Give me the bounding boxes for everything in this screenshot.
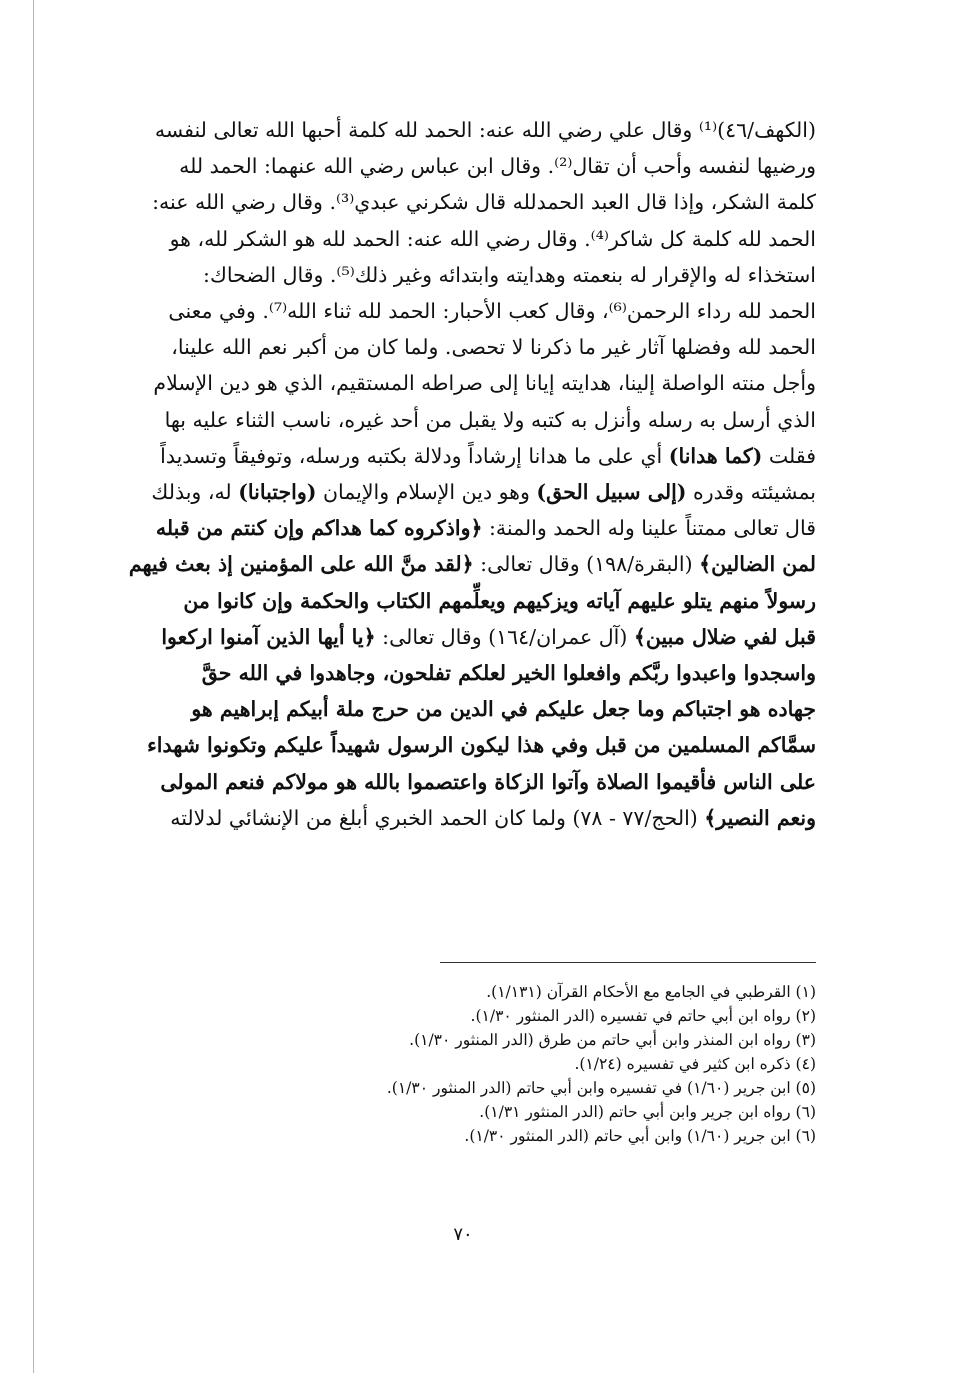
text-segment: (آل عمران/١٦٤) وقال تعالى: — [375, 624, 634, 649]
text-segment: وأجل منته الواصلة إلينا، هدايته إيانا إلى صراطه المستقيم، الذي هو دين الإسلام — [153, 371, 816, 396]
text-segment: الحمد لله رداء الرحمن⁽⁶⁾، وقال كعب الأحبار: الحمد لله ثناء الله⁽⁷⁾. وفي معنى — [168, 299, 816, 324]
footnote: (٦) رواه ابن جرير وابن أبي حاتم (الدر المنثور ١/٣١). — [479, 1103, 816, 1121]
quoted-text: سمَّاكم المسلمين من قبل وفي هذا ليكون الرسول شهيداً عليكم وتكونوا شهداء — [147, 733, 816, 758]
quoted-text: (واجتبانا) — [238, 480, 317, 505]
quoted-text: واسجدوا واعبدوا ربَّكم وافعلوا الخير لعلكم تفلحون، وجاهدوا في الله حقَّ — [201, 661, 816, 686]
footnote: (٦) ابن جرير (١/٦٠) وابن أبي حاتم (الدر المنثور ١/٣٠). — [464, 1127, 816, 1145]
text-segment: الذي أرسل به رسله وأنزل به كتبه ولا يقبل من أحد غيره، ناسب الثناء عليه بها — [164, 407, 816, 432]
text-line — [110, 438, 816, 474]
footnote-separator — [440, 962, 816, 963]
footnote: (٥) ابن جرير (١/٦٠) في تفسيره وابن أبي حاتم (الدر المنثور ١/٣٠). — [386, 1079, 816, 1097]
footnote: (٣) رواه ابن المنذر وابن أبي حاتم من طرق (الدر المنثور ١/٣٠). — [409, 1031, 816, 1049]
text-line — [110, 727, 816, 763]
text-segment: (البقرة/١٩٨) وقال تعالى: — [473, 552, 700, 577]
text-segment: ورضيها لنفسه وأحب أن تقال⁽²⁾. وقال ابن عباس رضي الله عنهما: الحمد لله — [179, 154, 816, 179]
text-line — [110, 474, 816, 510]
text-segment: أي على ما هدانا إرشاداً ودلالة بكتبه ورسله، وتوفيقاً وتسديداً — [160, 443, 669, 468]
text-line — [110, 293, 816, 329]
footnote: (٤) ذكره ابن كثير في تفسيره (١/٢٤). — [574, 1055, 816, 1073]
quoted-text: ﴿لقد منَّ الله على المؤمنين إذ بعث فيهم — [128, 552, 474, 577]
quoted-text: (كما هدانا) — [668, 443, 763, 468]
quoted-text: ﴿واذكروه كما هداكم وإن كنتم من قبله — [155, 516, 483, 541]
quoted-text: (إلى سبيل الحق) — [536, 480, 687, 505]
footnote: (٢) رواه ابن أبي حاتم في تفسيره (الدر المنثور ١/٣٠). — [470, 1007, 816, 1025]
text-segment: الحمد لله كلمة كل شاكر⁽⁴⁾. وقال رضي الله عنه: الحمد لله هو الشكر لله، هو — [169, 226, 816, 251]
quoted-text: لمن الضالين﴾ — [699, 552, 816, 577]
text-line — [110, 148, 816, 184]
text-line — [110, 800, 816, 836]
text-line — [110, 402, 816, 438]
text-line — [110, 546, 816, 582]
text-line — [110, 691, 816, 727]
text-segment: فقلت — [762, 443, 816, 468]
text-line — [110, 764, 816, 800]
text-segment: (الحج/٧٧ - ٧٨) ولما كان الحمد الخبري أبلغ من الإنشائي لدلالته — [170, 805, 705, 830]
text-segment: له، وبذلك — [151, 480, 239, 505]
document-page — [110, 112, 816, 1245]
text-line — [110, 221, 816, 257]
quoted-text: ﴿يا أيها الذين آمنوا اركعوا — [161, 624, 376, 649]
text-line — [110, 365, 816, 401]
text-segment: وهو دين الإسلام والإيمان — [316, 480, 537, 505]
text-line — [110, 619, 816, 655]
text-segment: بمشيئته وقدره — [686, 480, 816, 505]
text-segment: قال تعالى ممتناً علينا وله الحمد والمنة: — [482, 516, 816, 541]
quoted-text: رسولاً منهم يتلو عليهم آياته ويزكيهم ويعلِّمهم الكتاب والحكمة وإن كانوا من — [183, 588, 816, 613]
text-line — [110, 112, 816, 148]
text-segment: كلمة الشكر، وإذا قال العبد الحمدلله قال شكرني عبدي⁽³⁾. وقال رضي الله عنه: — [152, 190, 816, 215]
quoted-text: ونعم النصير﴾ — [704, 805, 816, 830]
footnotes — [110, 980, 816, 1148]
text-line — [110, 329, 816, 365]
quoted-text: على الناس فأقيموا الصلاة وآتوا الزكاة واعتصموا بالله هو مولاكم فنعم المولى — [160, 769, 816, 794]
text-segment: الحمد لله وفضلها آثار غير ما ذكرنا لا تحصى. ولما كان من أكبر نعم الله علينا، — [171, 335, 816, 360]
quoted-text: جهاده هو اجتباكم وما جعل عليكم في الدين من حرج ملة أبيكم إبراهيم هو — [191, 697, 816, 722]
quoted-text: قبل لفي ضلال مبين﴾ — [633, 624, 816, 649]
text-segment: استخذاء له والإقرار له بنعمته وهدايته وابتدائه وغير ذلك⁽⁵⁾. وقال الضحاك: — [203, 262, 816, 287]
footnote: (١) القرطبي في الجامع مع الأحكام القرآن (١/١٣١). — [486, 983, 816, 1001]
text-line — [110, 510, 816, 546]
text-segment: (الكهف/٤٦)⁽¹⁾ وقال علي رضي الله عنه: الحمد لله كلمة أحبها الله تعالى لنفسه — [154, 118, 816, 142]
text-line — [110, 655, 816, 691]
page-number: ٧٠ — [453, 1224, 473, 1245]
text-line — [110, 257, 816, 293]
binding-margin-line — [33, 0, 34, 1373]
text-line — [110, 583, 816, 619]
body-text — [110, 112, 816, 836]
text-line — [110, 184, 816, 220]
